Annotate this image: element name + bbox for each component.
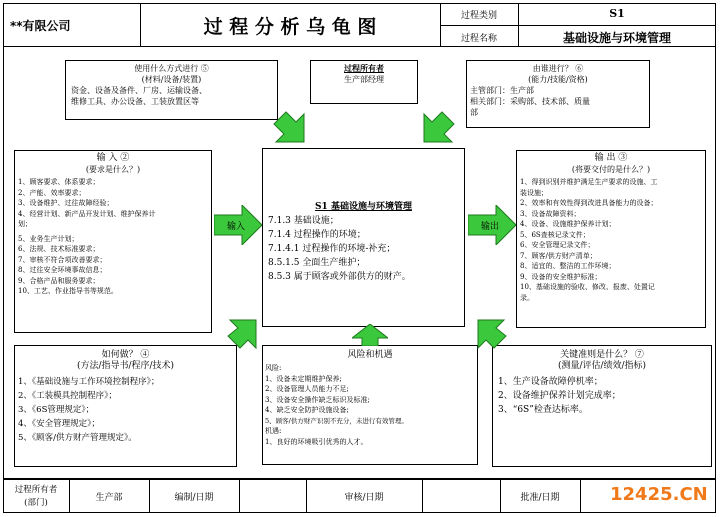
output-arrow [468,205,516,245]
list-item: 1、《基础设施与工作环境控制程序》； [18,377,160,387]
list-item: 8、过往安全环境事故信息； [18,266,107,274]
risks-box [262,345,478,465]
who-line-3: 部 [470,108,478,117]
criteria-box [492,345,712,467]
list-item: 5、业务生产计划； [18,234,79,243]
header-hline [440,25,716,26]
list-item: 4、缺乏安全防护设施设备; [265,406,349,414]
outputs-subtitle: (将要交付的是什么？) [571,165,651,174]
list-item: 8.5.1.5 全面生产维护； [268,258,366,268]
method-subtitle: (方法/指导书/程序/技术) [76,361,175,371]
list-item: 1、得到识别并维护满足生产要求的设施、工 [520,178,658,186]
resources-line-2: 维修工具、办公设备、工装放置区等 [71,97,199,106]
list-item: 1、生产设备故障停机率； [498,377,603,387]
watermark: 12425.CN [610,484,708,505]
criteria-subtitle: (测量/评估/绩效/指标) [557,361,647,371]
footer-owner-label: 过程所有者 [14,485,58,495]
risks-arrow [352,324,388,346]
list-item: 1、顾客要求、体系要求； [18,178,100,186]
list-item: 7、审核不符合项改善要求； [18,255,107,264]
footer-prepared: 编制/日期 [174,493,214,503]
list-item: 风险: [265,364,282,372]
name-label: 过程名称 [460,34,497,44]
method-title: 如何做？ ④ [101,350,150,360]
list-item: 1、良好的环境吸引优秀的人才。 [265,437,368,446]
criteria-arrow [474,316,508,350]
outputs-box [516,150,706,328]
process-list [263,214,464,284]
footer-divider-3 [239,479,240,513]
criteria-title: 关键准则是什么？ ⑦ [560,350,644,360]
criteria-arrow-shape [478,320,506,348]
input-arrow [214,205,262,245]
who-title: 由谁进行？ ⑥ [532,64,584,73]
list-item: 4、经营计划、新产品开发计划、维护保养计 [18,209,156,218]
name-value: 基础设施与环境管理 [562,31,671,45]
category-value: S1 [609,7,625,20]
list-item: 3、设备故障资料； [520,209,581,218]
list-item: 10、基础设施的验收、修改、报废、处置记 [520,283,655,291]
process-title: S1 基础设施与环境管理 [315,202,412,212]
method-arrow-shape [228,320,256,348]
list-item: 6、安全管理记录文件； [520,241,595,249]
who-box [466,60,650,128]
list-item: 机遇: [265,427,282,435]
list-item: 7.1.4.1 过程操作的环境-补充； [268,244,396,254]
owner-box [310,60,418,104]
resources-box [65,60,278,120]
resources-title: 使用什么方式进行 ⑤ [134,64,209,73]
list-item: 7.1.4 过程操作的环境； [268,230,366,240]
who-arrow [420,110,456,146]
category-label: 过程类别 [460,11,497,21]
list-item: 1、设备未定期维护保养; [265,374,342,383]
risks-arrow-shape [352,324,388,346]
inputs-list [15,177,211,297]
resources-line-1: 资金、设备及备件、厂房、运输设备、 [71,86,207,95]
list-item: 5、6S查核记录文件； [520,230,590,239]
list-item: 8、适宜的、整洁的工作环境； [520,262,616,270]
method-list [15,375,236,445]
list-item: 2、设备管理人员能力不足; [265,385,349,393]
footer-approved: 批准/日期 [520,493,560,503]
list-item: 2、设备维护保养计划完成率； [498,391,621,401]
list-item: 8.5.3 属于顾客或外部供方的财产。 [268,272,411,282]
list-item: 6、法规、技术标准要求； [18,245,100,253]
who-line-1: 主管部门：生产部 [470,86,534,95]
process-box [262,148,465,327]
list-item: 9、合格产品和服务要求； [18,276,100,285]
list-item: 7.1.3 基础设施； [268,216,339,226]
list-item: 2、产能、效率要求； [18,188,86,197]
list-item: 录。 [520,293,534,302]
list-item: 4、设备、设施维护保养计划； [520,220,616,228]
inputs-title: 输 入 ② [96,153,130,163]
criteria-list [493,375,711,417]
input-arrow-label: 输入 [226,222,246,232]
list-item: 划； [18,220,32,228]
list-item: 7、顾客/供方财产清单； [520,251,597,260]
list-item: 装设施； [520,188,548,197]
method-arrow [226,316,260,350]
footer-divider-7 [580,479,581,513]
who-subtitle: (能力/技能/资格) [528,75,588,84]
inputs-subtitle: (要求是什么？) [85,165,141,174]
outputs-title: 输 出 ③ [594,153,628,163]
owner-title: 过程所有者 [344,63,384,73]
list-item: 4、《安全管理规定》； [18,419,100,429]
owner-value: 生产部经理 [344,75,384,84]
risks-title: 风险和机遇 [347,350,393,360]
resources-arrow [272,110,308,146]
footer-owner-value: 生产部 [95,493,123,503]
footer-divider-5 [422,479,423,513]
list-item: 10、工艺、作业指导书等规范。 [18,287,118,295]
footer-owner-sub: (部门) [24,498,48,508]
page-title: 过 程 分 析 乌 龟 图 [203,16,377,38]
who-line-2: 相关部门：采购部、技术部、质量 [470,97,590,106]
list-item: 2、《工装模具控制程序》； [18,391,117,401]
list-item: 5、顾客/供方财产识别不充分，未进行有效管理。 [265,416,408,425]
list-item: 3、设备维护、过往故障经验； [18,199,114,207]
list-item: 3、《6S管理规定》； [18,405,95,415]
who-arrow-shape [424,112,454,142]
method-box [14,345,237,467]
output-arrow-label: 输出 [480,222,500,232]
list-item: 5、《顾客/供方财产管理规定》。 [18,433,137,443]
risks-list [263,363,477,447]
list-item: 9、设备的安全维护标准； [520,272,602,281]
list-item: 3、设备安全操作缺乏标识及标准; [265,395,370,404]
footer-reviewed: 审核/日期 [344,493,384,503]
company-name: **有限公司 [10,19,71,33]
outputs-list [517,177,705,303]
resources-arrow-shape [274,112,304,142]
list-item: 2、效率和有效性得到改进具备能力的设备； [520,199,658,207]
inputs-box [14,150,212,333]
list-item: 3、“6S”检查达标率。 [498,405,588,415]
resources-subtitle: (材料/设备/装置) [141,75,202,84]
